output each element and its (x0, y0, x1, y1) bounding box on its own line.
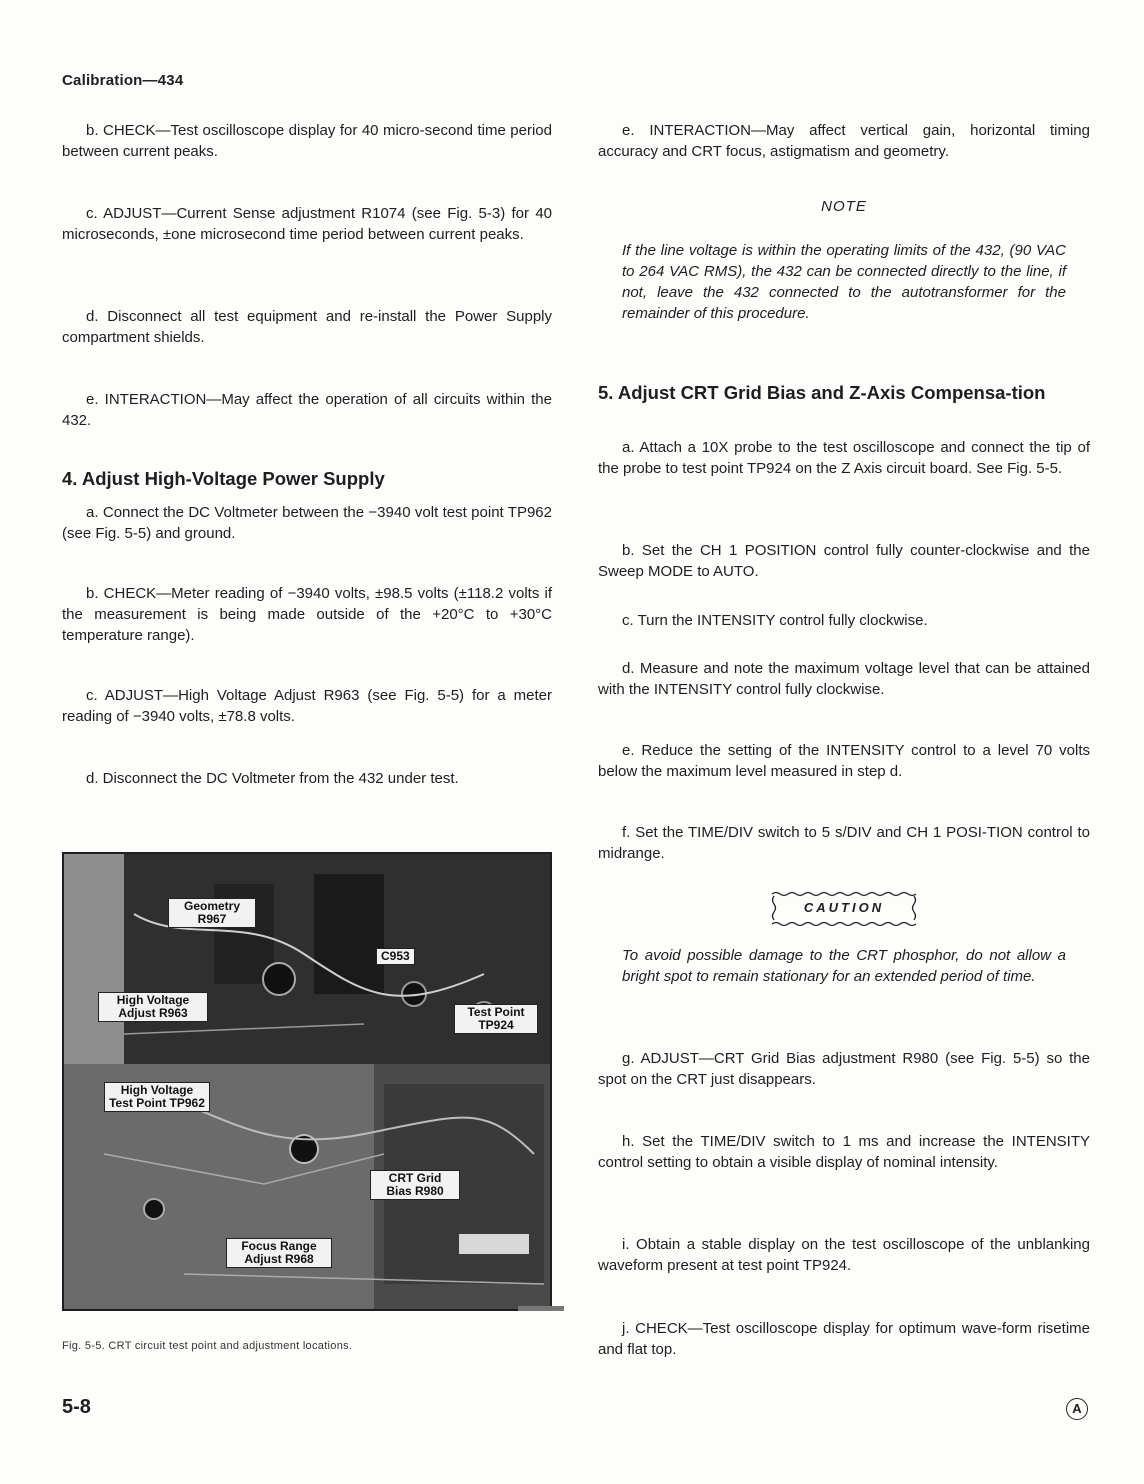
right-caution-block (622, 945, 1066, 987)
right-block-3 (598, 540, 1090, 582)
sec4-step-a: a. Connect the DC Voltmeter between the −3940 volt test point TP962 (see Fig. 5-5) and ground. (62, 504, 552, 542)
left-block-8 (62, 685, 552, 727)
right-block-6 (598, 740, 1090, 782)
section-4-heading: 4. Adjust High-Voltage Power Supply (62, 468, 385, 489)
left-block-4 (62, 389, 552, 431)
sec5-step-g: g. ADJUST—CRT Grid Bias adjustment R980 (see Fig. 5-5) so the spot on the CRT just disappears. (598, 1050, 1090, 1088)
page-number: 5-8 (62, 1396, 91, 1418)
left-block-3 (62, 306, 552, 348)
left-block-9 (62, 768, 552, 789)
callout-hv-adjust: High Voltage Adjust R963 (98, 992, 208, 1022)
callout-c953: C953 (376, 948, 415, 965)
callout-geometry: Geometry R967 (168, 898, 256, 928)
revision-mark: A (1066, 1398, 1088, 1420)
right-block-10 (598, 1234, 1090, 1276)
left-step-d: d. Disconnect all test equipment and re-install the Power Supply compartment shields. (62, 308, 552, 346)
left-block-7 (62, 583, 552, 646)
sec5-step-c: c. Turn the INTENSITY control fully clockwise. (622, 612, 928, 629)
section-5-heading: 5. Adjust CRT Grid Bias and Z-Axis Compensa-tion (598, 382, 1046, 403)
left-column (62, 120, 552, 162)
left-block-2 (62, 203, 552, 245)
left-step-e: e. INTERACTION—May affect the operation of all circuits within the 432. (62, 391, 552, 429)
right-block-7 (598, 822, 1090, 864)
right-block-5 (598, 658, 1090, 700)
note-text: If the line voltage is within the operating limits of the 432, (90 VAC to 264 VAC RMS), the 432 can be connected directly to the line, if not, leave the 432 connected to the autotransformer for the remainder of this procedure. (622, 242, 1066, 322)
left-step-c: c. ADJUST—Current Sense adjustment R1074 (see Fig. 5-3) for 40 microseconds, ±one microsecond time period between current peaks. (62, 205, 552, 243)
circuit-board-photo (62, 852, 552, 1311)
left-step-b: b. CHECK—Test oscilloscope display for 40 micro-second time period between current peaks. (62, 122, 552, 160)
figure-edge-bar (518, 1306, 564, 1311)
callout-test-point: Test Point TP924 (454, 1004, 538, 1034)
sec5-step-f: f. Set the TIME/DIV switch to 5 s/DIV and CH 1 POSI-TION control to midrange. (598, 824, 1090, 862)
callout-focus-range: Focus Range Adjust R968 (226, 1238, 332, 1268)
caution-title: CAUTION (803, 900, 885, 915)
right-block-11 (598, 1318, 1090, 1360)
caution-text: To avoid possible damage to the CRT phosphor, do not allow a bright spot to remain stationary for an extended period of time. (622, 947, 1066, 985)
right-block-9 (598, 1131, 1090, 1173)
sec5-step-i: i. Obtain a stable display on the test oscilloscope of the unblanking waveform present at test point TP924. (598, 1236, 1090, 1274)
callout-crt-grid: CRT Grid Bias R980 (370, 1170, 460, 1200)
sec5-step-j: j. CHECK—Test oscilloscope display for optimum wave-form risetime and flat top. (598, 1320, 1090, 1358)
sec5-step-d: d. Measure and note the maximum voltage level that can be attained with the INTENSITY control fully clockwise. (598, 660, 1090, 698)
right-block-8 (598, 1048, 1090, 1090)
sec5-step-e: e. Reduce the setting of the INTENSITY control to a level 70 volts below the maximum level measured in step d. (598, 742, 1090, 780)
sec4-step-d: d. Disconnect the DC Voltmeter from the 432 under test. (86, 770, 459, 787)
note-title: NOTE (821, 198, 867, 215)
left-block-5 (62, 468, 385, 490)
page-header: Calibration—434 (62, 72, 184, 89)
caution-box (770, 890, 918, 928)
right-block-4 (598, 610, 1090, 631)
left-block-6 (62, 502, 552, 544)
sec4-step-c: c. ADJUST—High Voltage Adjust R963 (see Fig. 5-5) for a meter reading of −3940 volts, ±78.8 volts. (62, 687, 552, 725)
right-block-1 (598, 120, 1090, 162)
sec4-step-b: b. CHECK—Meter reading of −3940 volts, ±98.5 volts (±118.2 volts if the measurement is being made outside of the +20°C to +30°C temperature range). (62, 585, 552, 644)
callout-hv-test-point: High Voltage Test Point TP962 (104, 1082, 210, 1112)
right-block-2 (598, 437, 1090, 479)
sec5-step-b: b. Set the CH 1 POSITION control fully counter-clockwise and the Sweep MODE to AUTO. (598, 542, 1090, 580)
sec5-step-a: a. Attach a 10X probe to the test oscilloscope and connect the tip of the probe to test point TP924 on the Z Axis circuit board. See Fig. 5-5. (598, 439, 1090, 477)
right-step-e: e. INTERACTION—May affect vertical gain, horizontal timing accuracy and CRT focus, astigmatism and geometry. (598, 122, 1090, 160)
right-note-block (622, 240, 1066, 324)
sec5-step-h: h. Set the TIME/DIV switch to 1 ms and increase the INTENSITY control setting to obtain a visible display of nominal intensity. (598, 1133, 1090, 1171)
figure-caption: Fig. 5-5. CRT circuit test point and adjustment locations. (62, 1340, 353, 1352)
right-note-title-block (598, 198, 1090, 215)
right-heading-block (598, 382, 1090, 404)
